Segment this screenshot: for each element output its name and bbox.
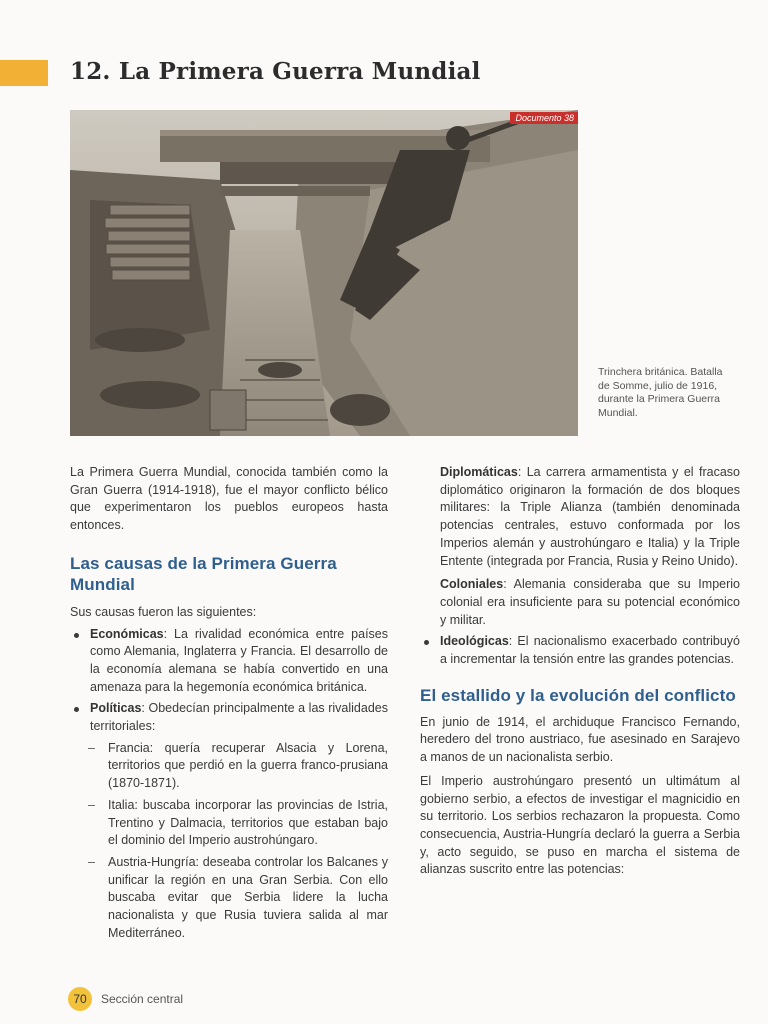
colonial-label: Coloniales [440, 577, 504, 592]
diplomatic-text: : La carrera armamentista y el fracaso diplomático originaron la formación de dos bloques militares: la Triple Alianza (también denominada potencias centrales, estuvo conformada por los Imperios alemán y austrohúngaro e Italia) y la Triple Entente (integrada por Francia, Rusia y Reino Unido). [440, 465, 740, 568]
economic-text: : La rivalidad económica entre países como Alemania, Inglaterra y Francia. El desarrollo de la economía alemana se había convertido en una amenaza para la hegemonía económica británica. [90, 626, 388, 694]
list-item-economic [70, 626, 388, 697]
list-item-ideological [420, 633, 740, 668]
intro-paragraph: La Primera Guerra Mundial, conocida también como la Gran Guerra (1914-1918), fue el mayor conflicto bélico que experimentaron los pueblos europeos hasta entonces. [70, 465, 388, 533]
section-label: Sección central [101, 992, 184, 1006]
page-title: 12. La Primera Guerra Mundial [70, 58, 481, 85]
causes-lead: Sus causas fueron las siguientes: [70, 604, 257, 619]
causes-heading: Las causas de la Primera Guerra Mundial [70, 553, 337, 594]
economic-label: Económicas [90, 626, 164, 641]
sublist-item-italy: – Italia: buscaba incorporar las provincias de Istria, Trentino y Dalmacia, territorios que estaban bajo el dominio del Imperio austrohúngaro. [70, 797, 388, 850]
right-column [420, 464, 740, 879]
sublist-item-france: – Francia: quería recuperar Alsacia y Lorena, territorios que perdió en la guerra franco-prusiana (1870-1871). [70, 740, 388, 793]
political-label: Políticas [90, 701, 142, 716]
trench-photo-illustration [70, 110, 578, 436]
trench-photo [70, 110, 578, 436]
sublist-item-austria-hungary: – Austria-Hungría: deseaba controlar los Balcanes y unificar la región en una Gran Serbia. Con ello buscaba evitar que Serbia lidere la lucha nacionalista y que Rusia tuviera salida al mar Mediterráneo. [70, 854, 388, 943]
political-text: : Obedecían principalmente a las rivalidades territoriales: [90, 701, 388, 734]
ideological-label: Ideológicas [440, 634, 509, 649]
diplomatic-paragraph [440, 464, 740, 570]
colonial-paragraph [440, 576, 740, 629]
outbreak-heading: El estallido y la evolución del conflicto [420, 685, 736, 705]
document-badge: Documento 38 [510, 112, 578, 124]
diplomatic-label: Diplomáticas [440, 465, 518, 479]
causes-list [70, 626, 388, 736]
ideological-list [420, 633, 740, 668]
political-sublist [70, 740, 388, 943]
colonial-text: : Alemania consideraba que su Imperio colonial era insuficiente para su potencial económico y militar. [440, 577, 740, 627]
outbreak-paragraph-2: El Imperio austrohúngaro presentó un ultimátum al gobierno serbio, a efectos de investigar el magnicidio en su territorio. Los serbios rechazaron la propuesta. Como consecuencia, Austria-Hungría declaró la guerra a Serbia y, acto seguido, se puso en marcha el sistema de alianzas suscrito entre las potencias: [420, 773, 740, 877]
section-color-tab [0, 60, 48, 86]
outbreak-paragraph-1: En junio de 1914, el archiduque Francisco Fernando, heredero del trono austriaco, fue asesinado en Sarajevo a manos de un nacionalista serbio. [420, 714, 740, 765]
ideological-text: : El nacionalismo exacerbado contribuyó a incrementar la tensión entre las grandes potencias. [440, 634, 740, 667]
page-number: 70 [68, 987, 92, 1011]
left-column [70, 464, 388, 942]
list-item-political [70, 700, 388, 735]
page-footer [68, 987, 183, 1011]
photo-caption: Trinchera británica. Batalla de Somme, julio de 1916, durante la Primera Guerra Mundial. [598, 366, 723, 419]
